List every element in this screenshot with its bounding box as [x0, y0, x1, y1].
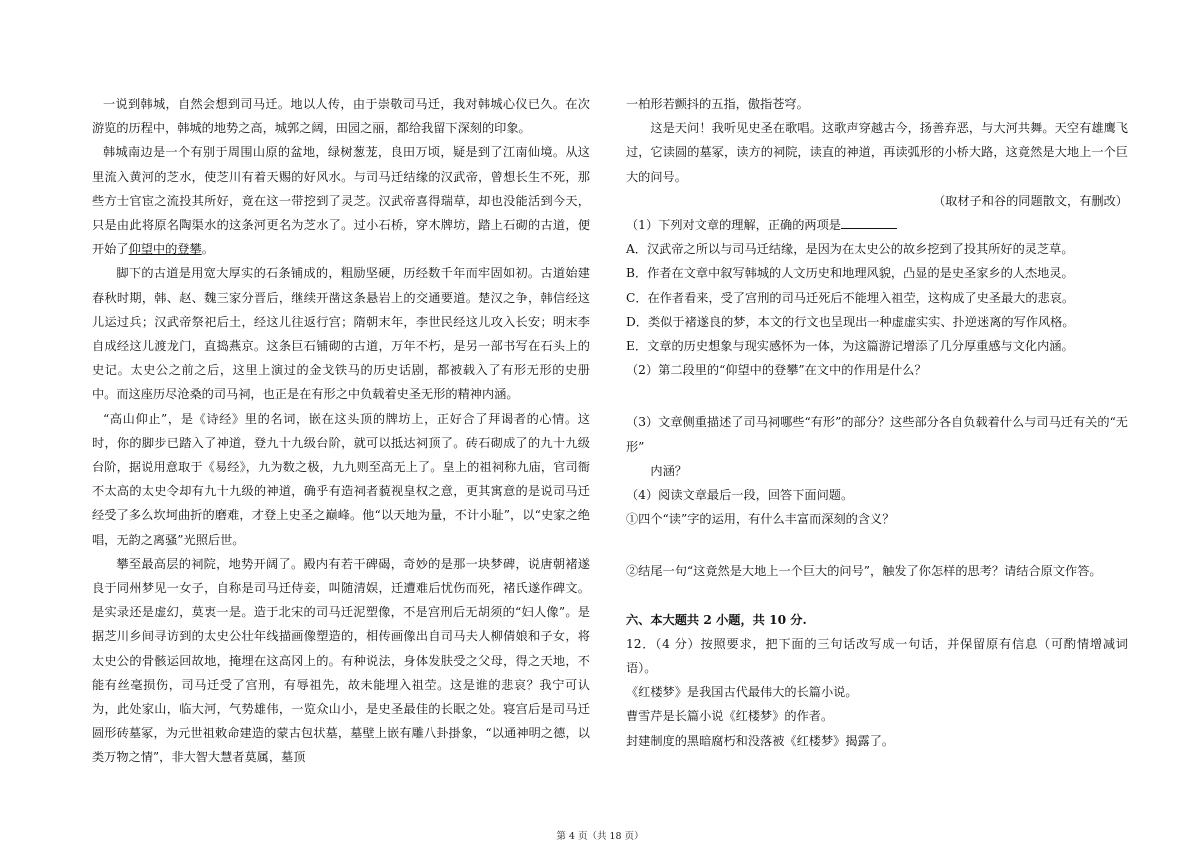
option-c: C．在作者看来，受了宫刑的司马迁死后不能埋入祖茔，这构成了史圣最大的悲哀。 — [626, 290, 1075, 305]
section-6-title: 六、本大题共 2 小题，共 10 分. — [626, 612, 807, 627]
page-footer: 第 4 页（共 18 页） — [556, 831, 644, 842]
question-4-2: ②结尾一句“这竟然是大地上一个巨大的问号”，触发了你怎样的思考？请结合原文作答。 — [626, 564, 1102, 579]
paragraph-2-text: 韩城南边是一个有别于周围山原的盆地，绿树葱茏，良田万顷，疑是到了江南仙境。从这里流入黄河的芝水，使芝川有着天赐的好风水。与司马迁结缘的汉武帝，曾想长生不死，那些方士官宦之流投其所好，竟在这一带挖到了灵芝。汉武帝喜得瑞草，却也没能活到今天，只是由此将原名陶渠水的这条河更名为芝水了。过小石桥，穿木牌坊，踏上石砌的古道，便开始了 — [92, 145, 590, 257]
option-a: A．汉武帝之所以与司马迁结缘，是因为在太史公的故乡挖到了投其所好的灵芝草。 — [626, 242, 1074, 257]
underlined-phrase: 仰望中的登攀 — [128, 242, 202, 257]
paragraph-4: “高山仰止”，是《诗经》里的名词，嵌在这头顶的牌坊上，正好合了拜谒者的心情。这时，你的脚步已踏入了神道，登九十九级台阶，就可以抵达祠顶了。砖石砌成了的九十九级台阶，据说用意取于《易经》，九为数之极，九九则至高无上了。皇上的祖祠称九庙，官司衙不太高的太史令却有九十九级的神道，确乎有造祠者藐视皇权之意，更其寓意的是说司马迁经受了多么坎坷曲折的磨难，才登上史圣之巅峰。他“以天地为量，不计小耻”，以“史家之绝唱，无韵之离骚”光照后世。 — [92, 411, 590, 547]
option-b: B．作者在文章中叙写韩城的人文历史和地理风貌，凸显的是史圣家乡的人杰地灵。 — [626, 266, 1074, 281]
paragraph-5: 攀至最高层的祠院，地势开阔了。殿内有若干碑碣，奇妙的是那一块梦碑，说唐朝褚遂良于同州梦见一女子，自称是司马迁侍妾，叫随清娱，迁遭难后忧伤而死，褚氏遂作碑文。是实录还是虚幻，莫衷一是。造于北宋的司马迁泥塑像，不是宫刑后无胡须的“妇人像”。是据芝川乡间寻访到的太史公壮年线描画像塑造的，相传画像出自司马夫人柳倩娘和子女，将太史公的骨骸运回故地，掩埋在这高冈上的。有种说法，身体发肤受之父母，得之天地，不能有丝毫损伤，司马迁受了宫刑，有辱祖先，故未能埋入祖茔。这是谁的悲哀？我宁可认为，此处家山，临大河，气势雄伟，一览众山小，是史圣最佳的长眠之处。寝宫后是司马迁圆形砖墓冢，为元世祖敕命建造的蒙古包状墓，墓壁上嵌有雕八卦掛象，“以通神明之德，以类万物之情”，非大智大慧者莫属，墓顶 — [92, 556, 590, 765]
sentence-1: 《红楼梦》是我国古代最伟大的长篇小说。 — [626, 685, 858, 700]
option-e: E．文章的历史想象与现实感怀为一体，为这篇游记增添了几分厚重感与文化内涵。 — [626, 339, 1074, 354]
question-1-text: （1）下列对文章的理解，正确的两项是 — [626, 218, 841, 233]
sentence-2: 曹雪芹是长篇小说《红楼梦》的作者。 — [626, 709, 834, 724]
sentence-3: 封建制度的黑暗腐朽和没落被《红楼梦》揭露了。 — [626, 733, 895, 748]
paragraph-2 — [92, 140, 590, 261]
answer-blank[interactable] — [841, 216, 897, 229]
question-3: （3）文章侧重描述了司马祠哪些“有形”的部分？这些部分各自负载着什么与司马迁有关的“无形” — [626, 415, 1128, 454]
paragraph-2-end: 。 — [201, 242, 214, 257]
option-d: D．类似于褚遂良的梦，本文的行文也呈现出一种虚虚实实、扑逆迷离的写作风格。 — [626, 314, 1075, 329]
answer-space-4-2[interactable] — [626, 584, 1128, 608]
section-6-heading — [626, 608, 1128, 632]
paragraph-1: 一说到韩城，自然会想到司马迁。地以人传，由于崇敬司马迁，我对韩城心仪已久。在次游览的历程中，韩城的地势之高，城郭之阔，田园之丽，都给我留下深刻的印象。 — [92, 97, 590, 136]
answer-space-4-1[interactable] — [626, 531, 1128, 559]
question-4-1: ①四个“读”字的运用，有什么丰富而深刻的含义？ — [626, 512, 895, 527]
question-2: （2）第二段里的“仰望中的登攀”在文中的作用是什么？ — [626, 363, 927, 378]
source-note: （取材子和谷的同题散文，有删改） — [933, 193, 1128, 208]
question-4: （4）阅读文章最后一段，回答下面问题。 — [626, 488, 854, 503]
question-1 — [626, 213, 1128, 237]
question-12: 12．（4 分）按照要求，把下面的三句话改写成一句话，并保留原有信息（可酌情增减词语）。 — [626, 636, 1128, 676]
answer-space-2[interactable] — [626, 382, 1128, 410]
continued-text: 一柏形若颤抖的五指，傲指苍穹。 — [626, 97, 809, 111]
paragraph-3: 脚下的古道是用宽大厚实的石条铺成的，粗励坚硬，历经数千年而牢固如初。古道始建春秋时期，韩、赵、魏三家分晋后，继续开凿这条悬岩上的交通要道。楚汉之争，韩信经这儿运过兵；汉武帝祭祀后土，经这儿往返行宫；隋朝末年，李世民经这儿攻入长安；明末李自成经这儿渡龙门，直捣燕京。这条巨石铺砌的古道，万年不朽，是另一部书写在石头上的史记。太史公之前之后，这里上演过的金戈铁马的历史话剧，都被载入了有形无形的史册中。而这座历尽沧桑的司马祠，也正是在有形之中负载着史圣无形的精神内涵。 — [92, 266, 590, 402]
left-column — [92, 92, 590, 770]
paragraph-6: 这是天问！我听见史圣在歌唱。这歌声穿越古今，扬善弃恶，与大河共舞。天空有雄鹰飞过，它读圆的墓冢，读方的祠院，读直的神道，再读弧形的小桥大路，这竟然是大地上一个巨大的问号。 — [626, 121, 1128, 184]
right-column — [626, 92, 1128, 753]
question-3-cont: 内涵？ — [650, 463, 687, 478]
